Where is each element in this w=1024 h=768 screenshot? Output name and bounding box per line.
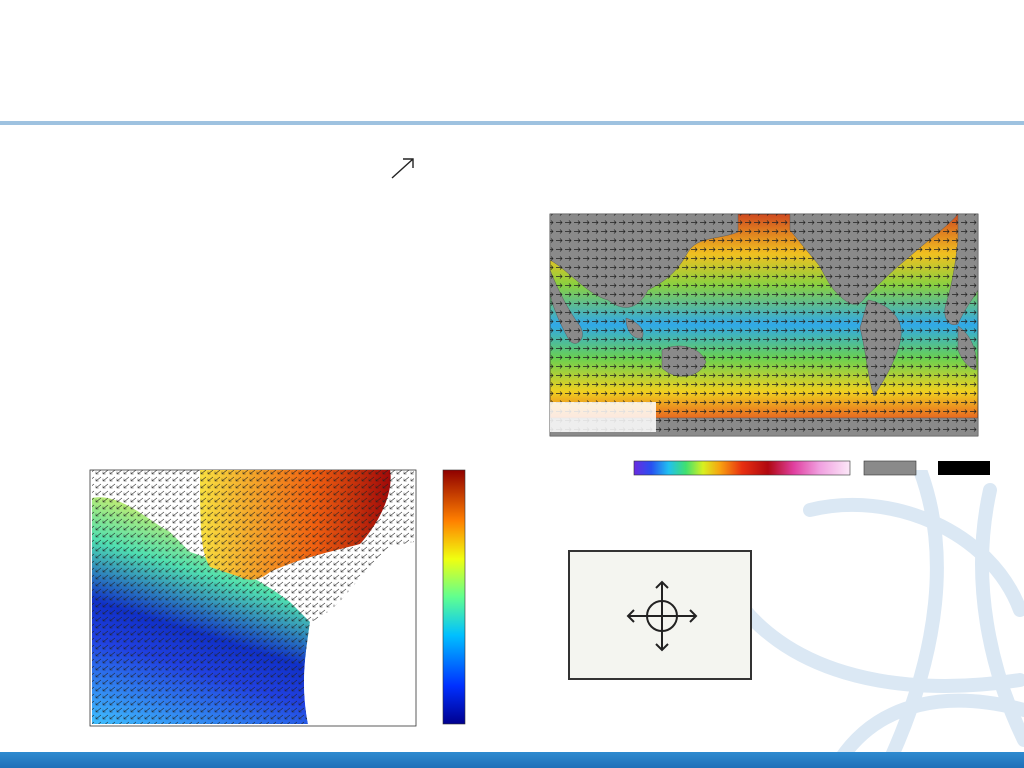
title-divider xyxy=(0,121,1024,125)
pointer-arrow-icon xyxy=(388,155,418,181)
campo-colorbar xyxy=(440,468,490,728)
quikscat-map xyxy=(528,200,996,442)
land-swatch xyxy=(864,461,916,475)
campo-vientos-map xyxy=(60,462,446,746)
footer-band xyxy=(0,752,1024,768)
colorbar-ramp xyxy=(443,470,465,724)
compass-diagram xyxy=(568,550,752,680)
speed-colorbar xyxy=(634,461,850,475)
compass-cross-icon xyxy=(622,578,702,654)
wind-speed-legend xyxy=(528,455,996,501)
credit-box xyxy=(550,402,656,432)
no-data-swatch xyxy=(938,461,990,475)
